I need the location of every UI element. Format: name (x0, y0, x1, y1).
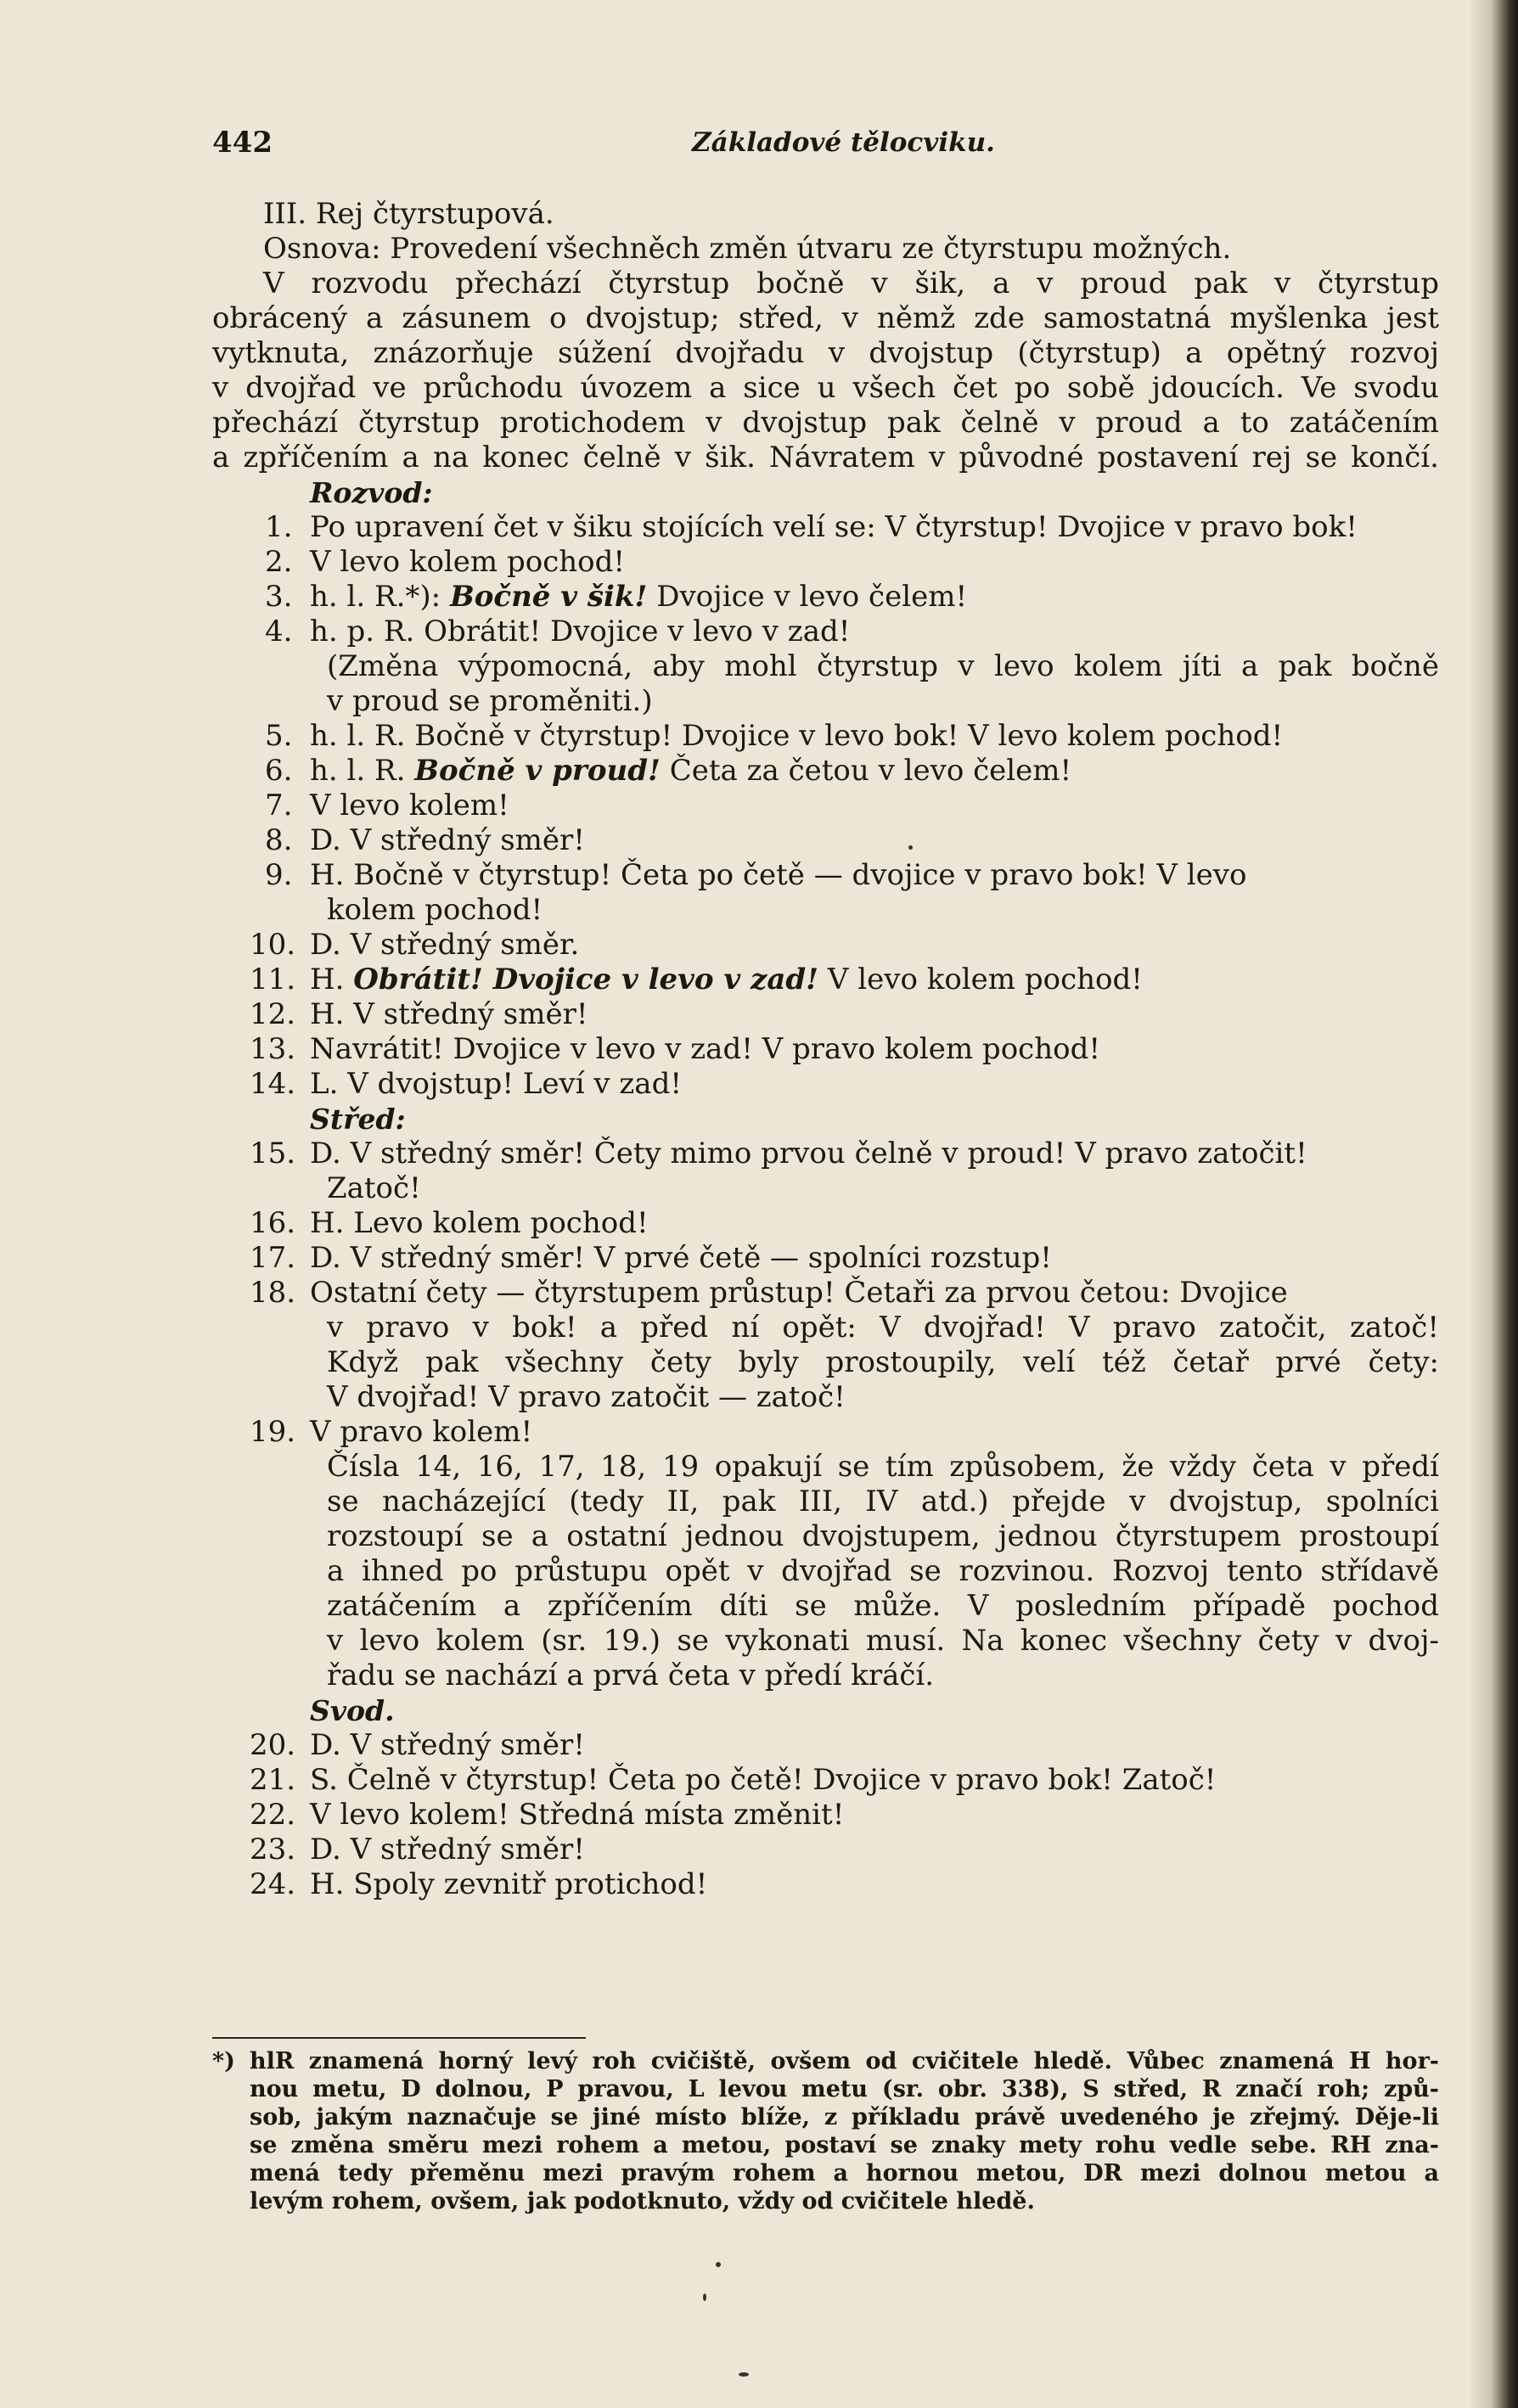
intro-paragraph (212, 267, 1439, 475)
item-text-pre: h. l. R.*): (310, 580, 441, 614)
item-continuation: řadu se nachází a prvá četa v předí kráčí. (327, 1659, 935, 1692)
item-text-post: V levo kolem pochod! (827, 963, 1143, 996)
item-text: H. Bočně v čtyrstup! Četa po četě — dvojice v pravo bok! V levo (310, 858, 1247, 892)
list-item (212, 963, 1439, 997)
item-text: D. V středný směr! (310, 823, 585, 857)
item-text: V pravo kolem! (310, 1415, 533, 1449)
item-number: 6. (265, 754, 293, 788)
list-item (212, 997, 1439, 1032)
item-number: 10. (250, 928, 296, 962)
item-continuation: v proud se proměniti.) (327, 684, 653, 718)
list-item (212, 823, 1439, 858)
item-text-emphasis: Bočně v šik! (449, 580, 648, 614)
list-item (212, 719, 1439, 754)
footnote-line: se změna směru mezi rohem a metou, postaví se znaky mety rohu vedle sebe. RH zna- (250, 2132, 1439, 2158)
item-number: 7. (265, 789, 293, 822)
item-number: 16. (250, 1206, 296, 1240)
page-number: 442 (212, 126, 273, 160)
footnote-line: mená tedy přeměnu mezi pravým rohem a hornou metou, DR mezi dolnou metou a (250, 2160, 1439, 2186)
paragraph-line: v dvojřad ve průchodu úvozem a sice u všech čet po sobě jdoucích. Ve svodu (212, 371, 1439, 405)
item-number: 18. (250, 1276, 296, 1310)
item-text-pre: H. (310, 963, 345, 996)
item-number: 20. (250, 1728, 296, 1762)
item-continuation: v levo kolem (sr. 19.) se vykonati musí. Na konec všechny čety v dvoj- (327, 1624, 1439, 1658)
paper-speck (908, 845, 913, 850)
item-continuation: Zatoč! (327, 1171, 421, 1205)
list-item (212, 1206, 1439, 1241)
item-number: 19. (250, 1415, 296, 1449)
item-text: V levo kolem! Středná místa změnit! (310, 1798, 845, 1832)
item-continuation: V dvojřad! V pravo zatočit — zatoč! (327, 1380, 846, 1414)
item-continuation: v pravo v bok! a před ní opět: V dvojřad! V pravo zatočit, zatoč! (327, 1311, 1439, 1344)
list-item (212, 1241, 1439, 1276)
list-item (212, 858, 1439, 893)
list-item (212, 754, 1439, 789)
item-text (310, 580, 1439, 615)
list-item (212, 615, 1439, 649)
item-number: 24. (250, 1867, 296, 1901)
section-heading-rozvod: Rozvod: (310, 476, 433, 509)
item-continuation: zatáčením a zpříčením díti se může. V posledním případě pochod (327, 1589, 1439, 1623)
footnote-line: levým rohem, ovšem, jak podotknuto, vždy od cvičitele hledě. (250, 2188, 1035, 2214)
item-text: H. Spoly zevnitř protichod! (310, 1867, 708, 1901)
item-text: L. V dvojstup! Leví v zad! (310, 1067, 682, 1101)
item-text-post: Dvojice v levo čelem! (656, 580, 968, 614)
paper-speck (716, 2262, 721, 2267)
footnote-line: nou metu, D dolnou, P pravou, L levou metu (sr. obr. 338), S střed, R značí roh; způ- (250, 2076, 1439, 2102)
item-number: 22. (250, 1798, 296, 1832)
paragraph-line: přechází čtyrstup protichodem v dvojstup pak čelně v proud a to zatáčením (212, 406, 1439, 440)
item-continuation: Čísla 14, 16, 17, 18, 19 opakují se tím způsobem, že vždy četa v předí (327, 1450, 1439, 1484)
item-number: 2. (265, 545, 293, 579)
list-item (212, 1137, 1439, 1171)
item-text: D. V středný směr! (310, 1728, 585, 1762)
item-number: 23. (250, 1833, 296, 1866)
item-text: H. Levo kolem pochod! (310, 1206, 649, 1240)
paragraph-line: obrácený a zásunem o dvojstup; střed, v němž zde samostatná myšlenka jest (212, 301, 1439, 335)
item-text: Ostatní čety — čtyrstupem průstup! Četaři za prvou četou: Dvojice (310, 1276, 1288, 1310)
footnote-divider (212, 2037, 586, 2039)
item-text: V levo kolem pochod! (310, 545, 626, 579)
item-number: 8. (265, 823, 293, 857)
item-text: h. p. R. Obrátit! Dvojice v levo v zad! (310, 615, 851, 648)
page-shadow (1469, 0, 1489, 2408)
item-continuation: a ihned po průstupu opět v dvojřad se rozvinou. Rozvoj tento střídavě (327, 1554, 1439, 1588)
item-number: 5. (265, 719, 293, 753)
list-item (212, 510, 1439, 545)
item-number: 11. (250, 963, 296, 996)
list-item (212, 1867, 1439, 1902)
list-item (212, 1728, 1439, 1763)
item-text: S. Čelně v čtyrstup! Četa po četě! Dvojice v pravo bok! Zatoč! (310, 1763, 1217, 1797)
page-body (212, 197, 1439, 1902)
item-continuation: kolem pochod! (327, 893, 543, 927)
list-item (212, 1415, 1439, 1450)
item-text: Po upravení čet v šiku stojících velí se: V čtyrstup! Dvojice v pravo bok! (310, 510, 1358, 544)
item-number: 17. (250, 1241, 296, 1275)
item-number: 3. (265, 580, 293, 614)
item-text: Navrátit! Dvojice v levo v zad! V pravo kolem pochod! (310, 1032, 1100, 1066)
item-continuation: se nacházející (tedy II, pak III, IV atd.) přejde v dvojstup, spolníci (327, 1485, 1439, 1518)
item-continuation: Když pak všechny čety byly prostoupily, velí též četař prvé čety: (327, 1345, 1439, 1379)
item-text (310, 754, 1439, 789)
footnote-line: sob, jakým naznačuje se jiné místo blíže, z příkladu právě uvedeného je zřejmý. Děje-li (250, 2104, 1439, 2130)
page-edge (1489, 0, 1518, 2408)
item-text-emphasis: Obrátit! Dvojice v levo v zad! (353, 963, 819, 996)
list-item (212, 1067, 1439, 1102)
item-text: h. l. R. Bočně v čtyrstup! Dvojice v levo bok! V levo kolem pochod! (310, 719, 1284, 753)
paper-speck (739, 2372, 749, 2377)
item-number: 1. (265, 510, 293, 544)
item-number: 21. (250, 1763, 296, 1797)
item-text: D. V středný směr. (310, 928, 580, 962)
item-text: D. V středný směr! (310, 1833, 585, 1866)
list-item (212, 545, 1439, 580)
paragraph-line: a zpříčením a na konec čelně v šik. Návratem v původné postavení rej se končí. (212, 441, 1439, 474)
item-number: 15. (250, 1137, 296, 1170)
footnote-text: hlR znamená horný levý roh cvičiště, ovšem od cvičitele hledě. Vůbec znamená H hor- (250, 2048, 1439, 2074)
footnote-mark: *) (212, 2048, 235, 2074)
list-item (212, 1833, 1439, 1867)
list-item (212, 1798, 1439, 1833)
paragraph-line: V rozvodu přechází čtyrstup bočně v šik, a v proud pak v čtyrstup (263, 267, 1439, 300)
item-text-post: Četa za četou v levo čelem! (669, 754, 1072, 788)
item-number: 4. (265, 615, 293, 648)
item-number: 12. (250, 997, 296, 1031)
running-head: Základové tělocviku. (692, 127, 995, 158)
item-number: 9. (265, 858, 293, 892)
paper-speck (703, 2293, 706, 2301)
item-text: H. V středný směr! (310, 997, 588, 1031)
list-item (212, 1763, 1439, 1798)
item-text: D. V středný směr! V prvé četě — spolníci rozstup! (310, 1241, 1052, 1275)
section-heading-stred: Střed: (310, 1103, 406, 1136)
footnote-line (212, 2047, 1439, 2075)
item-text-pre: h. l. R. (310, 754, 406, 788)
list-item (212, 928, 1439, 963)
list-item (212, 1276, 1439, 1311)
list-item (212, 789, 1439, 823)
list-item (212, 1032, 1439, 1067)
item-text: V levo kolem! (310, 789, 509, 822)
item-number: 13. (250, 1032, 296, 1066)
osnova-line: Osnova: Provedení všechněch změn útvaru ze čtyrstupu možných. (263, 232, 1232, 266)
list-item (212, 580, 1439, 615)
item-text: D. V středný směr! Čety mimo prvou čelně v proud! V pravo zatočit! (310, 1137, 1307, 1170)
item-number: 14. (250, 1067, 296, 1101)
item-continuation: rozstoupí se a ostatní jednou dvojstupem, jednou čtyrstupem prostoupí (327, 1519, 1439, 1553)
item-text-emphasis: Bočně v proud! (414, 754, 661, 788)
footnote (212, 2047, 1439, 2215)
paragraph-line: vytknuta, znázorňuje súžení dvojřadu v dvojstup (čtyrstup) a opětný rozvoj (212, 336, 1439, 370)
item-continuation: (Změna výpomocná, aby mohl čtyrstup v levo kolem jíti a pak bočně (327, 649, 1439, 683)
item-text (310, 963, 1439, 997)
section-heading-svod: Svod. (310, 1694, 395, 1727)
page-header (212, 126, 1439, 168)
section-title: III. Rej čtyrstupová. (263, 197, 554, 231)
